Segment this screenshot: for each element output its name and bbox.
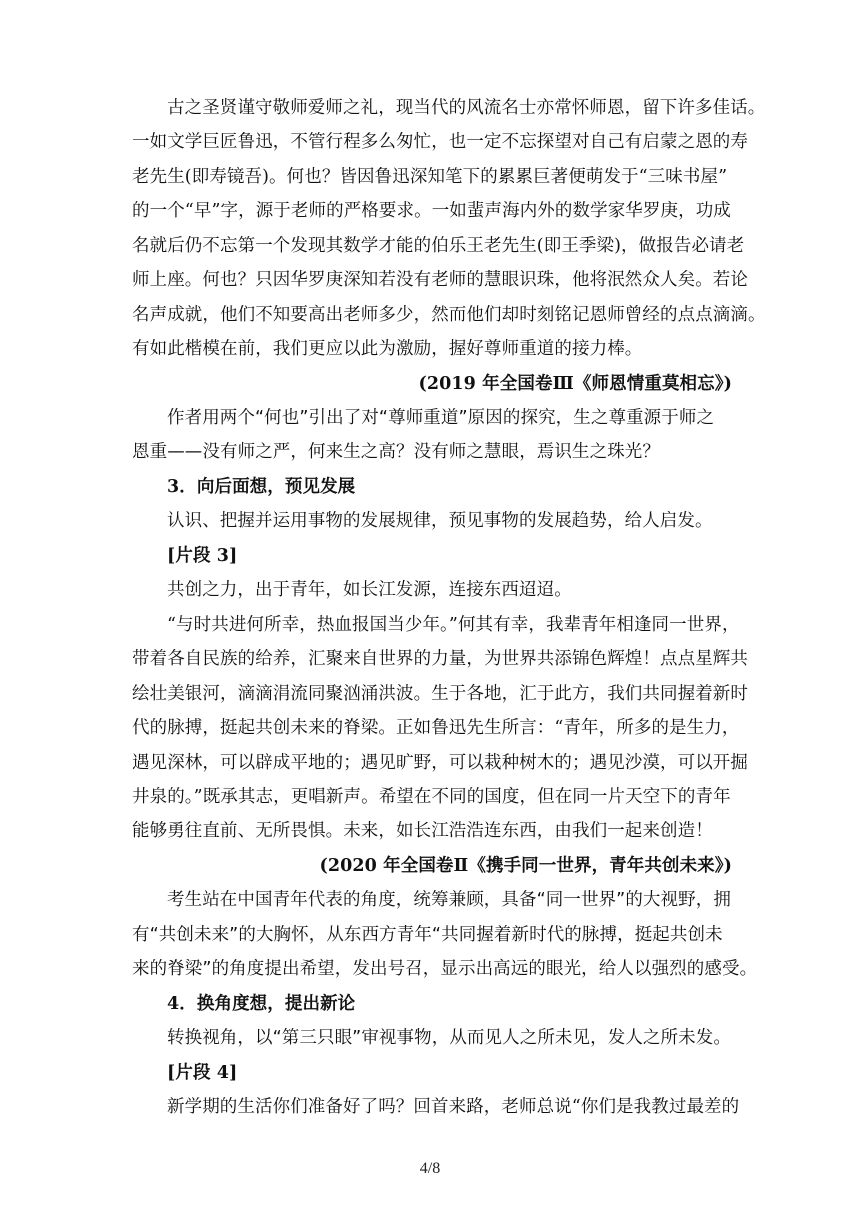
comment-line: 恩重——没有师之严，何来生之高？没有师之慧眼，焉识生之珠光？ [132,442,660,462]
excerpt-line: 能够勇往直前、无所畏惧。未来，如长江浩浩连东西，由我们一起来创造！ [132,821,713,841]
page-number: 4/8 [419,1160,441,1177]
comment-line: 来的脊梁”的角度提出希望，发出号召，显示出高远的眼光，给人以强烈的感受。 [132,959,758,979]
excerpt-line: 绘壮美银河，滴滴涓流同聚汹涌洪波。生于各地，汇于此方，我们共同握着新时 [132,684,748,704]
excerpt-line: 有如此楷模在前，我们更应以此为激励，握好尊师重道的接力棒。 [132,339,643,359]
source-citation: (2019 年全国卷Ⅲ《师恩情重莫相忘》) [418,374,732,394]
section-heading: 4．换角度想，提出新论 [167,994,356,1014]
excerpt-line: 名声成就，他们不知要高出老师多少，然而他们却时刻铭记恩师曾经的点点滴滴。 [132,305,766,325]
excerpt-line: 师上座。何也？只因华罗庚深知若没有老师的慧眼识珠，他将泯然众人矣。若论 [132,270,748,290]
excerpt-line: 的一个“早”字，源于老师的严格要求。一如蜚声海内外的数学家华罗庚，功成 [132,201,731,221]
fragment-label: [片段 4] [167,1063,238,1083]
excerpt-line: 代的脉搏，挺起共创未来的脊梁。正如鲁迅先生所言：“青年，所多的是生力， [132,718,740,738]
comment-line: 作者用两个“何也”引出了对“尊师重道”原因的探究，生之尊重源于师之 [167,408,715,428]
excerpt-line: 老先生(即寿镜吾)。何也？皆因鲁迅深知笔下的累累巨著便萌发于“三味书屋” [132,167,728,187]
comment-line: 有“共创未来”的大胸怀，从东西方青年“共同握着新时代的脉搏，挺起共创未 [132,925,723,945]
comment-line: 考生站在中国青年代表的角度，统筹兼顾，具备“同一世界”的大视野，拥 [167,890,731,910]
excerpt-line: 遇见深林，可以辟成平地的；遇见旷野，可以栽种树木的；遇见沙漠，可以开掘 [132,753,748,773]
source-citation: (2020 年全国卷Ⅱ《携手同一世界，青年共创未来》) [319,856,732,876]
section-description: 转换视角，以“第三只眼”审视事物，从而见人之所未见，发人之所未发。 [167,1028,731,1048]
excerpt-line: 带着各自民族的给养，汇聚来自世界的力量，为世界共添锦色辉煌！点点星辉共 [132,649,748,669]
excerpt-line: 共创之力，出于青年，如长江发源，连接东西迢迢。 [167,580,572,600]
excerpt-line: 一如文学巨匠鲁迅，不管行程多么匆忙，也一定不忘探望对自己有启蒙之恩的寿 [132,132,748,152]
fragment-label: [片段 3] [167,546,238,566]
excerpt-line: 新学期的生活你们准备好了吗？回首来路，老师总说“你们是我教过最差的 [167,1097,740,1117]
excerpt-line: 名就后仍不忘第一个发现其数学才能的伯乐王老先生(即王季梁)，做报告必请老 [132,236,745,256]
excerpt-line: “与时共进何所幸，热血报国当少年。”何其有幸，我辈青年相逢同一世界， [167,615,740,635]
excerpt-line: 井泉的。”既承其志，更唱新声。希望在不同的国度，但在同一片天空下的青年 [132,787,731,807]
section-description: 认识、把握并运用事物的发展规律，预见事物的发展趋势，给人启发。 [167,511,713,531]
excerpt-line: 古之圣贤谨守敬师爱师之礼，现当代的风流名士亦常怀师恩，留下许多佳话。 [167,98,766,118]
section-heading: 3．向后面想，预见发展 [167,477,356,497]
